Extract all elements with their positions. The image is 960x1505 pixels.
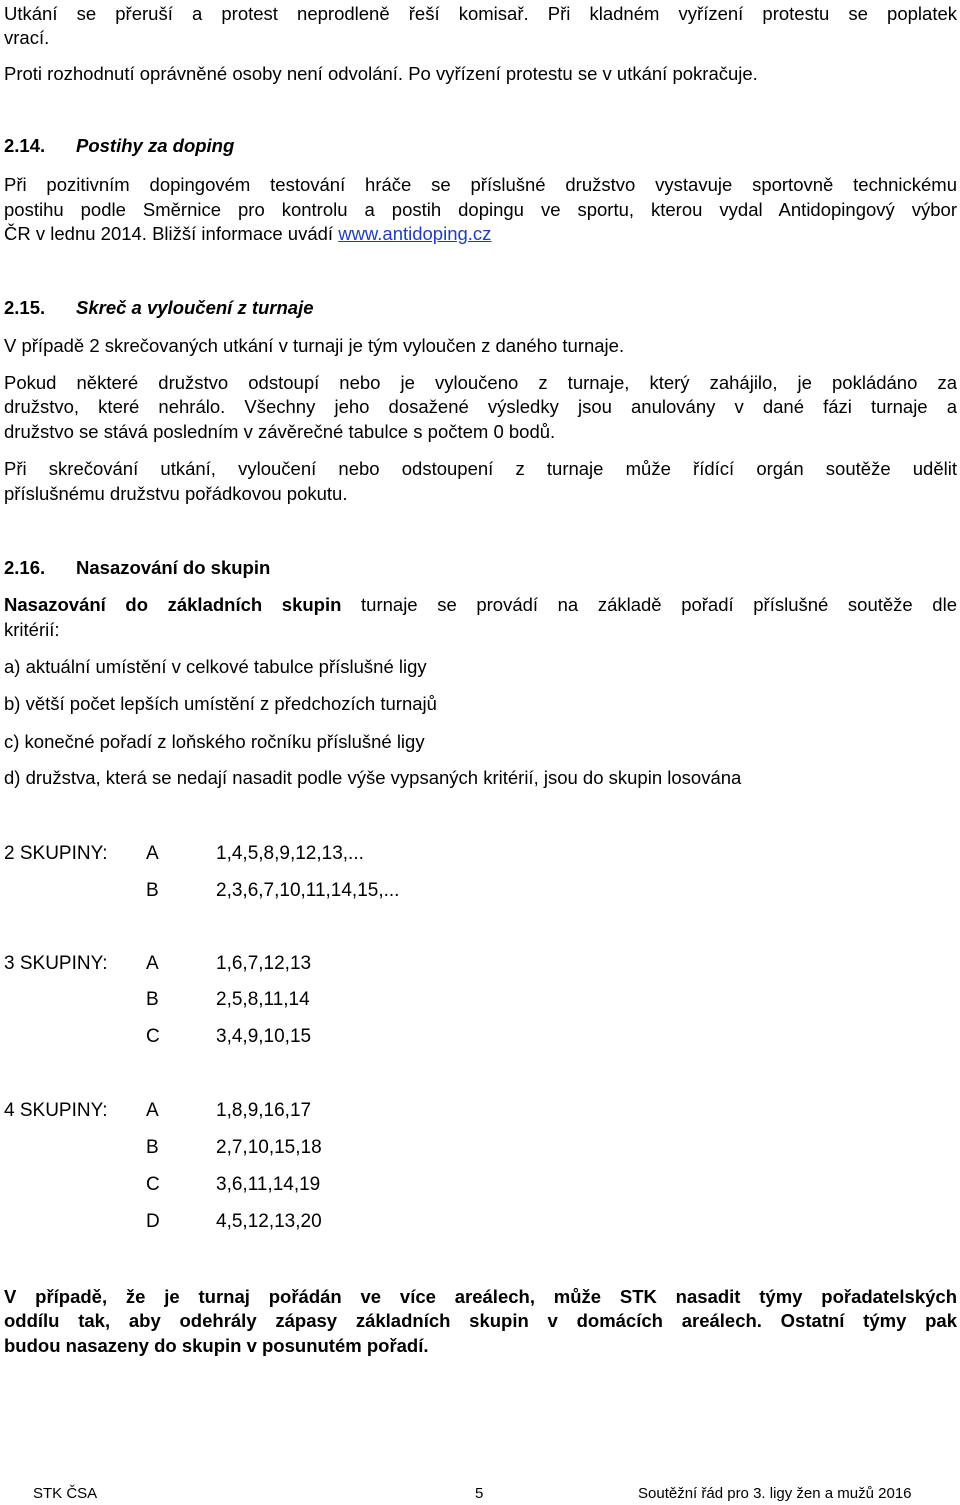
section-2-16-heading xyxy=(4,556,270,580)
seeding-bold-phrase: Nasazování do základních skupin xyxy=(4,594,342,615)
section-number: 2.14. xyxy=(4,135,46,156)
group-seeds: 3,4,9,10,15 xyxy=(216,1026,312,1047)
forfeit-paragraph-1: V případě 2 skrečovaných utkání v turnaji je tým vyloučen z daného turnaje. xyxy=(4,335,625,356)
doping-paragraph-line-3 xyxy=(4,222,491,246)
footer-right: Soutěžní řád pro 3. ligy žen a mužů 2016 xyxy=(638,1485,912,1502)
group-letter: B xyxy=(146,989,159,1010)
criterion-c: c) konečné pořadí z loňského ročníku příslušné ligy xyxy=(4,731,425,752)
groups-4-label: 4 SKUPINY: xyxy=(4,1100,108,1121)
closing-paragraph-line-3: budou nasazeny do skupin v posunutém pořadí. xyxy=(4,1335,429,1356)
intro-line-2: vrací. xyxy=(4,27,50,48)
groups-2-label: 2 SKUPINY: xyxy=(4,843,108,864)
group-letter: C xyxy=(146,1026,160,1047)
group-seeds: 3,6,11,14,19 xyxy=(216,1174,321,1195)
group-seeds: 1,4,5,8,9,12,13,... xyxy=(216,843,364,864)
closing-paragraph-line-2: oddílu tak, aby odehrály zápasy základních skupin v domácích areálech. Ostatní týmy pak xyxy=(4,1310,957,1331)
group-letter: D xyxy=(146,1211,160,1232)
section-title: Nasazování do skupin xyxy=(76,557,271,578)
antidoping-link[interactable]: www.antidoping.cz xyxy=(338,223,492,244)
groups-3-label: 3 SKUPINY: xyxy=(4,953,108,974)
forfeit-paragraph-2-line-2: družstvo, které nehrálo. Všechny jeho dosažené výsledky jsou anulovány v dané fázi turnaje a xyxy=(4,396,957,417)
group-letter: B xyxy=(146,880,159,901)
doping-paragraph-line-2: postihu podle Směrnice pro kontrolu a postih dopingu ve sportu, kterou vydal Antidopingový výbor xyxy=(4,199,957,220)
footer-page-number: 5 xyxy=(475,1485,484,1502)
section-2-14-heading xyxy=(4,134,234,158)
group-seeds: 2,3,6,7,10,11,14,15,... xyxy=(216,880,400,901)
group-letter: B xyxy=(146,1137,159,1158)
forfeit-paragraph-3-line-1: Při skrečování utkání, vyloučení nebo odstoupení z turnaje může řídící orgán soutěže udělit xyxy=(4,458,957,479)
forfeit-paragraph-2-line-3: družstvo se stává posledním v závěrečné tabulce s počtem 0 bodů. xyxy=(4,421,556,442)
section-title: Skreč a vyloučení z turnaje xyxy=(76,297,314,318)
section-number: 2.16. xyxy=(4,557,46,578)
forfeit-paragraph-2-line-1: Pokud některé družstvo odstoupí nebo je vyloučeno z turnaje, který zahájilo, je pokládáno za xyxy=(4,372,957,393)
doping-paragraph-line-1: Při pozitivním dopingovém testování hráče se příslušné družstvo vystavuje sportovně technickému xyxy=(4,174,957,195)
intro-line-3: Proti rozhodnutí oprávněné osoby není odvolání. Po vyřízení protestu se v utkání pokračuje. xyxy=(4,63,758,84)
group-letter: A xyxy=(146,953,159,974)
closing-paragraph-line-1: V případě, že je turnaj pořádán ve více areálech, může STK nasadit týmy pořadatelských xyxy=(4,1286,957,1307)
group-seeds: 2,7,10,15,18 xyxy=(216,1137,322,1158)
section-2-15-heading xyxy=(4,296,314,320)
doping-text: ČR v lednu 2014. Bližší informace uvádí xyxy=(4,223,339,244)
seeding-paragraph-line-2: kritérií: xyxy=(4,619,60,640)
criterion-d: d) družstva, která se nedají nasadit podle výše vypsaných kritérií, jsou do skupin losována xyxy=(4,767,742,788)
seeding-text: turnaje se provádí na základě pořadí příslušné soutěže dle xyxy=(341,594,957,615)
section-number: 2.15. xyxy=(4,297,46,318)
section-title: Postihy za doping xyxy=(76,135,235,156)
criterion-b: b) větší počet lepších umístění z předchozích turnajů xyxy=(4,693,437,714)
group-letter: A xyxy=(146,1100,159,1121)
forfeit-paragraph-3-line-2: příslušnému družstvu pořádkovou pokutu. xyxy=(4,483,348,504)
intro-line-1: Utkání se přeruší a protest neprodleně řeší komisař. Při kladném vyřízení protestu se poplatek xyxy=(4,3,957,24)
group-seeds: 4,5,12,13,20 xyxy=(216,1211,322,1232)
group-seeds: 2,5,8,11,14 xyxy=(216,989,310,1010)
group-letter: C xyxy=(146,1174,160,1195)
criterion-a: a) aktuální umístění v celkové tabulce příslušné ligy xyxy=(4,656,427,677)
group-seeds: 1,6,7,12,13 xyxy=(216,953,312,974)
footer-left: STK ČSA xyxy=(33,1485,98,1502)
group-seeds: 1,8,9,16,17 xyxy=(216,1100,312,1121)
group-letter: A xyxy=(146,843,159,864)
seeding-paragraph-line-1 xyxy=(4,593,957,617)
